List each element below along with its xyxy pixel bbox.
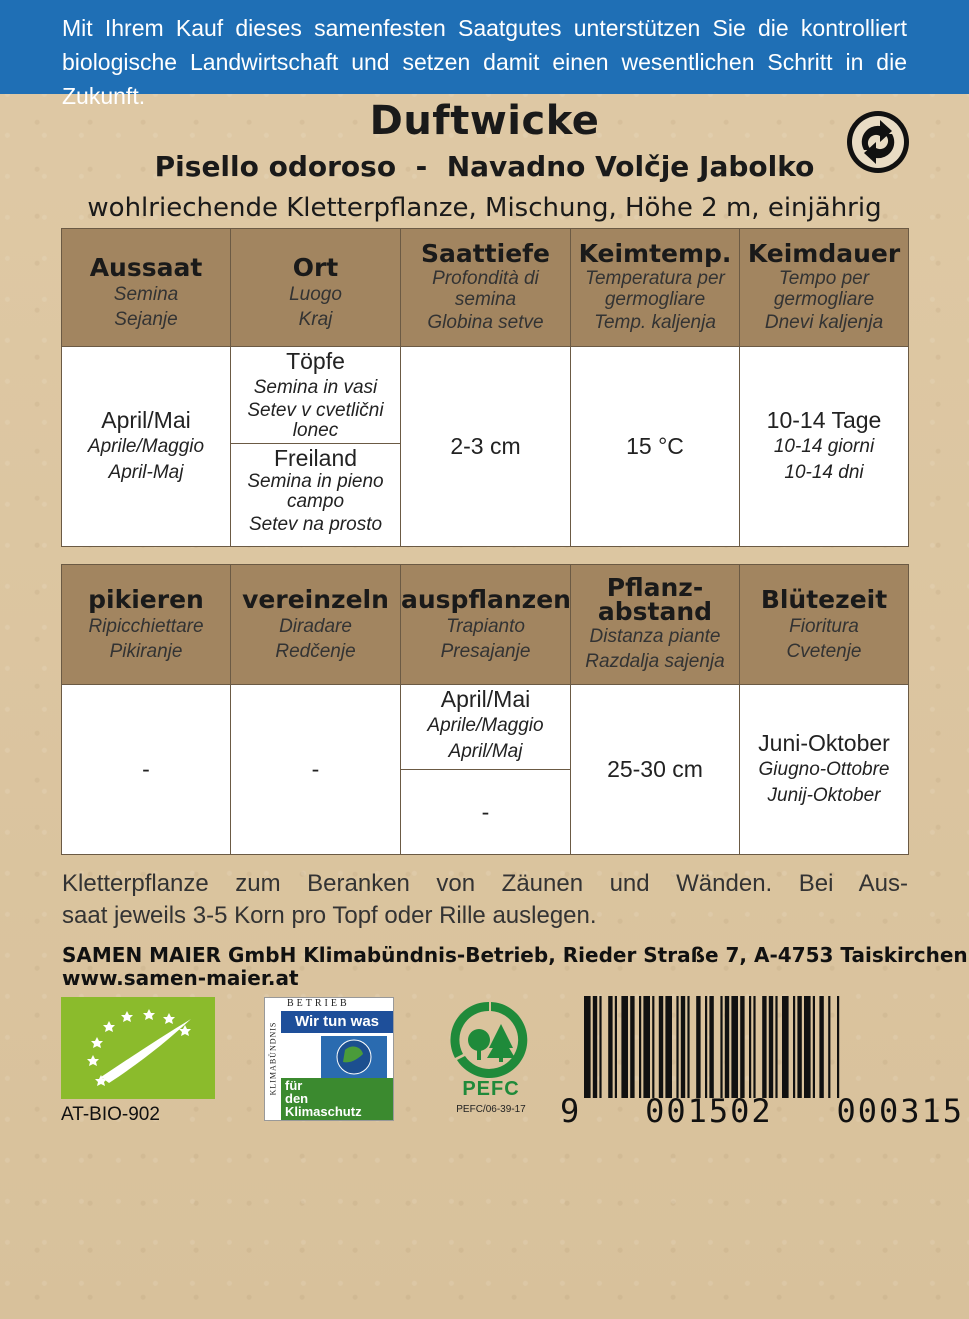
product-subtitle: Pisello odoroso - Navadno Volčje Jabolko [154,150,815,183]
barcode-bar [762,996,766,1098]
barcode-bar [621,996,628,1098]
banner-line-1: Mit Ihrem Kauf dieses samenfesten Saatgutes unterstützen Sie die kontrolliert [62,15,907,41]
header-ort: Ort Luogo Kraj [231,229,401,347]
header-pflanzabstand: Pflanz- abstand Distanza piante Razdalja sajenja [571,565,740,685]
barcode-bar [813,996,815,1098]
header-pikieren: pikieren Ripicchiettare Pikiranje [62,565,231,685]
banner-line-2: biologische Landwirtschaft und setzen damit einen wesentlichen Schritt in die Zukunft. [62,49,907,109]
planting-table [61,564,909,855]
barcode-bar [705,996,707,1098]
eu-organic-code: AT-BIO-902 [61,1104,160,1125]
globe-icon [321,1036,387,1078]
cell-keimtemp: 15 °C [571,347,740,547]
company-address: SAMEN MAIER GmbH Klimabündnis-Betrieb, Rieder Straße 7, A-4753 Taiskirchen [62,943,968,967]
company-website: www.samen-maier.at [62,966,299,990]
cell-vereinzeln: - [231,685,401,855]
pefc-code: PEFC/06-39-17 [456,1104,526,1115]
cell-saattiefe: 2-3 cm [401,347,571,547]
barcode-bar [769,996,773,1098]
barcode-bar [725,996,729,1098]
ean-barcode [560,996,965,1130]
barcode-bar [696,996,700,1098]
barcode-bar [643,996,650,1098]
barcode-bar [775,996,777,1098]
barcode-bar [659,996,663,1098]
sowing-table [61,228,909,547]
barcode-bar [720,996,722,1098]
barcode-bar [665,996,672,1098]
barcode-bar [593,996,597,1098]
barcode-bar [639,996,641,1098]
header-bluetezeit: Blütezeit Fioritura Cvetenje [740,565,909,685]
eu-organic-logo-icon [61,997,215,1099]
barcode-bar [709,996,713,1098]
cell-keimdauer: 10-14 Tage 10-14 giorni 10-14 dni [740,347,909,547]
barcode-bar [584,996,591,1098]
barcode-bar [837,996,839,1098]
company-info [62,944,968,990]
growing-note: Kletterpflanze zum Beranken von Zäunen und Wänden. Bei Aus- saat jeweils 3-5 Korn pro Topf oder Rille auslegen. [62,870,908,929]
product-title: Duftwicke [369,98,600,144]
cell-bluetezeit: Juni-Oktober Giugno-Ottobre Junij-Oktober [740,685,909,855]
pefc-label: PEFC [462,1078,520,1100]
cell-auspflanzen: April/Mai Aprile/Maggio April/Maj - [401,685,571,855]
barcode-bar [804,996,811,1098]
cell-ort: Töpfe Semina in vasi Setev v cvetlični lonec Freiland Semina in pieno campo Setev na prosto [231,347,401,547]
barcode-bars [560,996,905,1098]
cell-aussaat: April/Mai Aprile/Maggio April-Maj [62,347,231,547]
klima-line-1: Wir tun was [294,1013,380,1030]
ort-topf-label: Töpfe [286,348,345,374]
klima-line-2: für [285,1078,303,1093]
info-banner [0,0,969,109]
header-keimtemp: Keimtemp. Temperatura per germogliare Temp. kaljenja [571,229,740,347]
header-auspflanzen: auspflanzen Trapianto Presajanje [401,565,571,685]
barcode-bar [797,996,801,1098]
barcode-bar [608,996,612,1098]
green-dot-recycle-icon [846,110,910,174]
klima-line-3: den [285,1091,309,1106]
barcode-bar [615,996,617,1098]
header-vereinzeln: vereinzeln Diradare Redčenje [231,565,401,685]
cell-pflanzabstand: 25-30 cm [571,685,740,855]
header-aussaat: Aussaat Semina Sejanje [62,229,231,347]
klima-top-label: BETRIEB [287,998,350,1009]
barcode-bar [753,996,755,1098]
klima-side-label: KLIMABÜNDNIS [268,1021,278,1096]
barcode-bar [687,996,689,1098]
barcode-bar [819,996,823,1098]
barcode-bar [681,996,685,1098]
pefc-trees-icon [445,1000,537,1080]
header-keimdauer: Keimdauer Tempo per germogliare Dnevi kaljenja [740,229,909,347]
product-description: wohlriechende Kletterpflanze, Mischung, Höhe 2 m, einjährig [87,193,882,223]
barcode-bar [630,996,634,1098]
klimabuendnis-logo [264,997,394,1121]
pefc-logo [445,1000,537,1120]
barcode-bar [740,996,744,1098]
klima-line-4: Klimaschutz [285,1104,362,1119]
ort-freiland-label: Freiland [273,445,358,471]
barcode-bar [782,996,789,1098]
cell-pikieren: - [62,685,231,855]
barcode-digits: 9 001502 000315 [560,1092,965,1130]
barcode-bar [828,996,830,1098]
header-saattiefe: Saattiefe Profondità di semina Globina setve [401,229,571,347]
barcode-bar [749,996,751,1098]
barcode-bar [731,996,738,1098]
barcode-bar [652,996,654,1098]
barcode-bar [793,996,795,1098]
barcode-bar [599,996,601,1098]
barcode-bar [676,996,678,1098]
